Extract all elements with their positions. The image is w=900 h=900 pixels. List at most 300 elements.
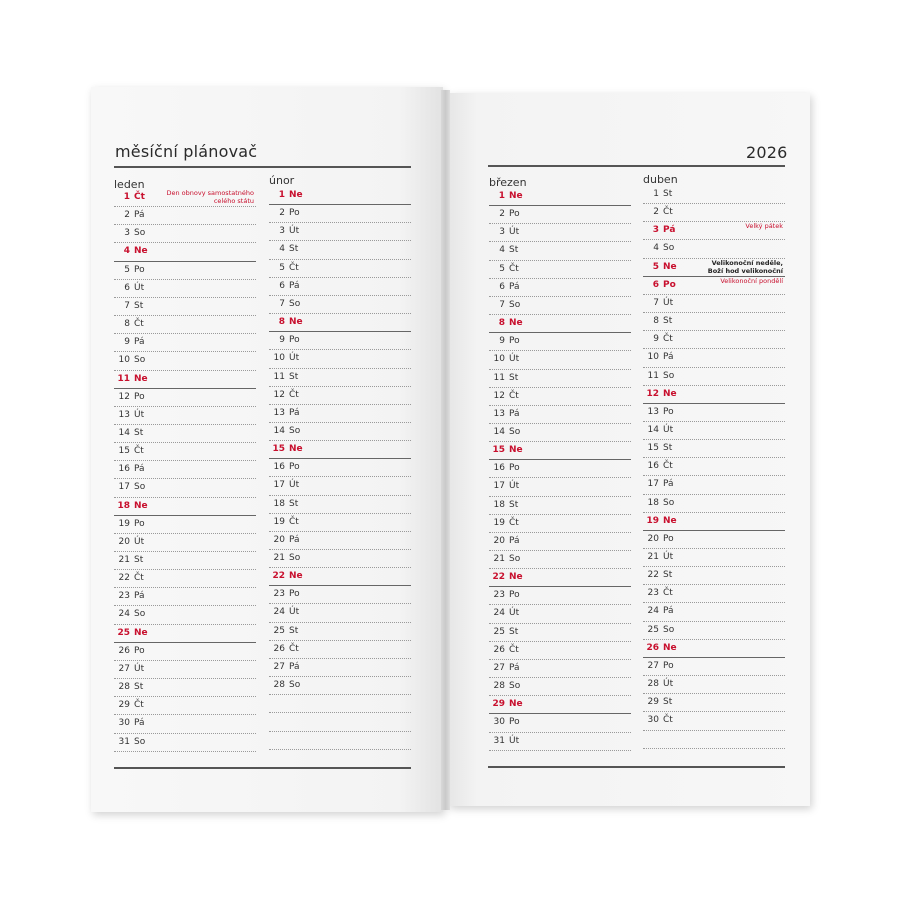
day-row [489,205,631,224]
day-number: 17 [647,479,659,490]
day-number: 30 [118,718,130,729]
day-number: 23 [493,590,505,601]
day-number: 26 [273,643,285,654]
day-row [269,694,411,713]
day-number: 8 [278,317,285,328]
day-of-week: St [289,371,299,382]
day-row [489,477,631,496]
day-number: 29 [647,697,659,708]
day-number: 28 [118,682,130,693]
day-number: 2 [499,209,505,220]
day-row [643,203,785,222]
day-row [269,640,411,659]
day-of-week: Ne [134,500,148,511]
day-of-week: Út [663,297,674,308]
day-number: 9 [499,336,505,347]
day-number: 18 [647,497,659,508]
day-of-week: So [509,299,521,310]
day-number: 10 [273,353,285,364]
day-row [269,386,411,405]
day-of-week: St [663,570,673,581]
day-of-week: Ne [509,445,523,456]
day-of-week: St [134,555,144,565]
day-of-week: Ne [289,571,303,582]
day-row [114,660,256,679]
day-number: 28 [493,681,505,692]
day-row [643,512,785,531]
day-number: 23 [273,589,285,600]
day-of-week: Út [509,608,520,619]
day-row [114,533,256,552]
day-number: 15 [647,443,659,454]
day-number: 29 [118,700,130,711]
day-number: 26 [646,642,659,653]
day-number: 6 [499,281,505,292]
day-number: 24 [647,606,659,617]
day-row [489,695,631,714]
day-number: 19 [646,515,659,526]
day-row [643,403,785,422]
day-row [489,604,631,623]
day-row [643,421,785,440]
day-number: 8 [124,319,130,330]
day-of-week: Po [134,391,145,402]
day-of-week: Čt [509,263,519,274]
day-row [269,277,411,296]
day-number: 25 [647,624,659,635]
day-row [489,278,631,297]
day-of-week: Pá [663,479,674,490]
day-row [269,585,411,604]
day-of-week: Čt [134,319,144,330]
day-row [489,441,631,460]
day-row [269,495,411,514]
day-row [489,677,631,696]
day-row [269,331,411,350]
day-of-week: So [663,497,675,508]
month-name: leden [114,178,145,191]
day-of-week: So [134,228,146,239]
day-of-week: Út [289,480,300,491]
day-of-week: Čt [289,516,299,527]
day-of-week: St [289,625,299,636]
day-of-week: Pá [134,337,145,348]
day-number: 10 [118,355,130,366]
day-of-week: So [289,425,301,436]
day-row [643,330,785,349]
day-number: 7 [279,298,285,309]
day-number: 12 [646,388,659,399]
holiday-note: Velikonoční pondělí [720,276,783,285]
day-row [643,548,785,567]
day-number: 9 [653,334,659,345]
day-row [114,460,256,479]
day-row [269,404,411,423]
day-row [269,476,411,495]
day-number: 20 [273,534,285,545]
day-row [489,532,631,551]
day-number: 1 [498,191,505,201]
day-row [114,388,256,407]
day-row [269,603,411,622]
day-row [489,223,631,242]
day-number: 1 [123,192,130,202]
day-row [643,530,785,549]
day-number: 20 [647,533,659,544]
day-row [114,478,256,497]
day-number: 30 [647,715,659,726]
day-row [489,405,631,424]
holiday-note: Velikonoční neděle, Boží hod velikonoční [707,258,783,275]
day-row [269,349,411,368]
day-of-week: Čt [663,207,673,218]
day-number: 26 [493,644,505,655]
day-number: 6 [124,282,130,293]
day-row [114,515,256,534]
day-of-week: Út [134,282,145,293]
day-row [269,295,411,314]
day-number: 16 [118,464,130,475]
day-of-week: Pá [509,281,520,292]
day-number: 16 [493,463,505,474]
day-number: 17 [493,481,505,492]
day-of-week: So [663,624,675,635]
day-row [489,314,631,333]
day-of-week: St [663,189,673,199]
day-of-week: Ne [134,627,148,638]
day-number: 18 [273,498,285,509]
day-row [114,587,256,606]
day-of-week: Út [663,424,674,435]
day-number: 11 [117,373,130,384]
day-of-week: Po [663,279,676,290]
day-row [643,566,785,585]
day-of-week: Pá [134,210,145,221]
day-number: 7 [653,297,659,308]
day-row [114,315,256,334]
day-of-week: So [289,553,301,563]
day-row [114,406,256,425]
day-row [489,369,631,388]
day-row [489,732,631,751]
day-of-week: So [134,355,146,366]
day-row [269,222,411,241]
day-number: 1 [278,190,285,200]
month-name: únor [269,174,295,187]
day-of-week: Pá [663,352,674,363]
day-number: 2 [653,207,659,218]
day-of-week: Po [509,209,520,220]
day-of-week: St [134,682,144,693]
day-number: 24 [118,609,130,620]
day-row [269,731,411,750]
day-number: 31 [493,735,505,746]
day-row [114,642,256,661]
day-row [489,387,631,406]
day-of-week: Po [509,590,520,601]
day-row [489,332,631,351]
day-row [114,261,256,280]
day-row [114,497,256,516]
day-of-week: Čt [663,461,673,472]
holiday-note: Velký pátek [745,222,783,231]
day-number: 4 [499,245,505,256]
day-number: 27 [273,661,285,672]
day-of-week: Pá [134,464,145,475]
day-row [269,186,411,205]
right-bottom-rule [488,766,785,768]
day-number: 16 [647,461,659,472]
day-number: 16 [273,462,285,473]
day-of-week: Ne [509,191,523,201]
day-number: 27 [118,663,130,674]
day-number: 20 [118,536,130,547]
day-number: 24 [273,607,285,618]
day-row [114,678,256,697]
day-of-week: Po [289,335,300,346]
day-of-week: Ne [509,572,523,583]
day-of-week: Čt [663,715,673,726]
day-number: 3 [652,225,659,236]
day-number: 25 [493,626,505,637]
day-number: 26 [118,645,130,656]
day-of-week: St [663,697,673,708]
day-number: 5 [124,264,130,275]
month-name: březen [489,176,527,189]
day-of-week: Ne [134,246,148,257]
day-of-week: Čt [509,517,519,528]
day-of-week: Čt [289,389,299,400]
day-number: 21 [647,552,659,562]
day-number: 4 [123,246,130,257]
year-label: 2026 [746,143,788,162]
day-of-week: Po [663,660,674,671]
day-number: 22 [118,573,130,584]
day-row [114,605,256,624]
right-top-rule [488,165,785,167]
day-number: 11 [647,370,659,381]
day-row [643,730,785,749]
day-row [489,296,631,315]
day-of-week: Út [134,409,145,420]
day-row [269,259,411,278]
day-of-week: Pá [509,535,520,546]
day-number: 6 [279,280,285,291]
day-row [643,494,785,513]
day-number: 12 [493,390,505,401]
day-of-week: Út [134,536,145,547]
day-row [269,531,411,550]
day-number: 19 [118,518,130,529]
day-of-week: So [134,609,146,620]
day-of-week: Ne [663,261,677,272]
day-number: 19 [273,516,285,527]
day-of-week: Pá [134,718,145,729]
day-number: 7 [499,299,505,310]
day-row [643,475,785,494]
day-of-week: Pá [663,606,674,617]
day-number: 18 [117,500,130,511]
day-number: 11 [493,372,505,383]
day-row [643,439,785,458]
day-number: 4 [653,243,659,254]
day-of-week: So [663,370,675,381]
day-of-week: So [663,243,675,254]
day-row [114,206,256,225]
day-row [643,258,785,277]
day-row [643,239,785,258]
day-number: 21 [273,553,285,563]
day-row [489,550,631,569]
day-row [643,693,785,712]
day-row [489,350,631,369]
day-of-week: Ne [134,373,148,384]
day-number: 13 [118,409,130,420]
day-number: 31 [118,736,130,747]
day-of-week: Ne [289,317,303,328]
day-number: 25 [273,625,285,636]
day-number: 22 [647,570,659,581]
day-number: 23 [647,588,659,599]
day-of-week: So [289,298,301,309]
day-of-week: Út [663,552,674,562]
planner-spine [441,90,450,810]
day-row [489,423,631,442]
day-number: 3 [124,228,130,239]
day-number: 27 [647,660,659,671]
day-row [114,242,256,261]
day-of-week: Út [509,227,520,238]
day-row [269,658,411,677]
day-number: 6 [652,279,659,290]
day-row [269,422,411,441]
day-number: 29 [492,699,505,710]
day-of-week: Út [134,663,145,674]
day-row [489,641,631,660]
day-row [114,624,256,643]
day-number: 9 [279,335,285,346]
day-row [643,711,785,730]
day-number: 9 [124,337,130,348]
day-number: 5 [499,263,505,274]
day-row [643,675,785,694]
day-row [489,586,631,605]
day-number: 3 [499,227,505,238]
day-row [489,260,631,279]
day-row [643,348,785,367]
day-number: 7 [124,300,130,311]
day-of-week: So [509,426,521,437]
day-number: 10 [647,352,659,363]
day-number: 12 [273,389,285,400]
day-of-week: Čt [509,644,519,655]
day-number: 19 [493,517,505,528]
day-row [269,567,411,586]
left-top-rule [114,166,411,168]
day-of-week: Čt [134,700,144,711]
day-of-week: Pá [289,407,300,418]
day-of-week: Ne [663,388,677,399]
holiday-note: Den obnovy samostatného celého státu [166,189,254,205]
day-row [269,712,411,731]
day-number: 1 [653,189,659,199]
day-of-week: So [509,554,521,564]
day-of-week: Po [134,264,145,275]
planner-title: měsíční plánovač [115,142,258,161]
day-of-week: Čt [134,446,144,457]
day-of-week: St [289,498,299,509]
day-of-week: Po [289,589,300,600]
day-of-week: St [509,372,519,383]
day-number: 14 [273,425,285,436]
day-of-week: St [134,300,144,311]
day-of-week: Út [509,354,520,365]
day-row [269,313,411,332]
day-row [489,623,631,642]
day-of-week: Po [134,645,145,656]
day-row [269,204,411,223]
day-of-week: Pá [134,591,145,602]
day-row [114,279,256,298]
day-row [489,187,631,206]
day-number: 2 [279,208,285,219]
day-row [643,639,785,658]
day-number: 8 [498,318,505,329]
day-number: 17 [273,480,285,491]
day-row [489,713,631,732]
day-row [114,370,256,389]
day-of-week: Út [289,226,300,237]
day-number: 17 [118,482,130,493]
day-number: 20 [493,535,505,546]
day-number: 5 [279,262,285,273]
day-number: 27 [493,662,505,673]
day-row [269,368,411,387]
day-row [269,676,411,695]
day-row [269,549,411,568]
day-of-week: Út [289,353,300,364]
day-of-week: Pá [289,534,300,545]
day-of-week: Čt [509,390,519,401]
day-row [114,424,256,443]
day-of-week: Pá [509,408,520,419]
day-number: 13 [273,407,285,418]
day-of-week: So [134,482,146,493]
day-row [114,297,256,316]
day-number: 5 [652,261,659,272]
day-of-week: St [663,443,673,454]
day-of-week: So [134,736,146,747]
day-of-week: Po [509,336,520,347]
day-number: 13 [493,408,505,419]
day-number: 14 [118,427,130,438]
day-number: 25 [117,627,130,638]
day-of-week: Ne [509,318,523,329]
day-row [489,514,631,533]
day-number: 23 [118,591,130,602]
day-row [643,185,785,204]
day-row [643,457,785,476]
day-number: 18 [493,499,505,510]
day-of-week: Čt [289,643,299,654]
day-of-week: Ne [663,515,677,526]
day-of-week: Čt [663,334,673,345]
day-row [114,551,256,570]
day-of-week: Pá [289,661,300,672]
day-number: 22 [492,572,505,583]
day-number: 21 [118,555,130,565]
day-number: 15 [492,445,505,456]
